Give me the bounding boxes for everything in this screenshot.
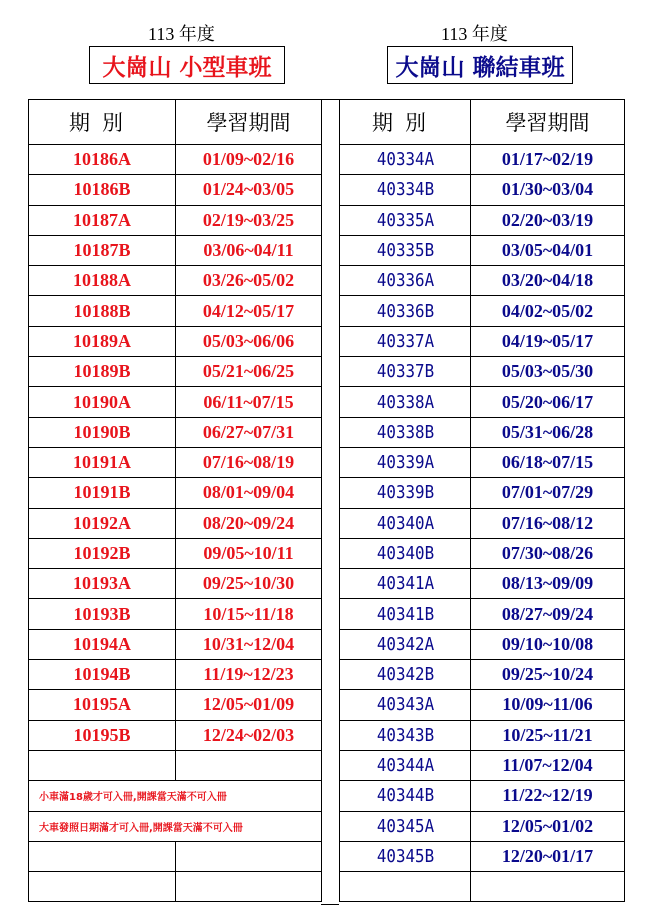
table-row xyxy=(29,387,322,417)
class-dates: 06/27~07/31 xyxy=(176,417,322,447)
class-code: 40341B xyxy=(347,599,462,629)
empty-cell xyxy=(176,841,322,871)
class-dates: 09/25~10/24 xyxy=(471,660,625,690)
class-dates: 10/15~11/18 xyxy=(176,599,322,629)
table-row xyxy=(29,266,322,296)
table-row xyxy=(29,781,322,811)
enrollment-note: 大車發照日期滿才可入冊,開課當天滿不可入冊 xyxy=(29,811,322,841)
empty-cell xyxy=(176,872,322,902)
class-code: 40339B xyxy=(347,478,462,508)
right-title: 大崗山 聯結車班 xyxy=(387,46,573,84)
class-code: 10189A xyxy=(29,326,176,356)
class-code: 10189B xyxy=(29,357,176,387)
empty-cell xyxy=(29,872,176,902)
class-dates: 03/06~04/11 xyxy=(176,235,322,265)
class-dates: 03/05~04/01 xyxy=(471,235,625,265)
table-row xyxy=(340,508,625,538)
class-dates: 09/10~10/08 xyxy=(471,629,625,659)
class-code: 40345A xyxy=(347,811,462,841)
table-row xyxy=(340,599,625,629)
header-dates: 學習期間 xyxy=(471,100,625,145)
class-code: 40342A xyxy=(347,629,462,659)
class-code: 40345B xyxy=(347,841,462,871)
class-dates: 08/13~09/09 xyxy=(471,569,625,599)
class-code: 40340A xyxy=(347,508,462,538)
left-title: 大崗山 小型車班 xyxy=(89,46,285,84)
table-row xyxy=(340,538,625,568)
class-dates: 06/18~07/15 xyxy=(471,447,625,477)
empty-cell xyxy=(340,872,471,902)
table-row xyxy=(340,387,625,417)
table-row xyxy=(29,447,322,477)
class-code: 40336B xyxy=(347,296,462,326)
class-dates: 07/16~08/12 xyxy=(471,508,625,538)
class-dates: 05/20~06/17 xyxy=(471,387,625,417)
class-code: 10190B xyxy=(29,417,176,447)
table-row xyxy=(340,781,625,811)
header-period: 期別 xyxy=(29,100,176,145)
table-row xyxy=(340,720,625,750)
class-dates: 05/03~06/06 xyxy=(176,326,322,356)
class-code: 40337A xyxy=(347,326,462,356)
table-row xyxy=(340,175,625,205)
class-code: 10191A xyxy=(29,447,176,477)
class-code: 40337B xyxy=(347,357,462,387)
class-dates: 03/26~05/02 xyxy=(176,266,322,296)
class-code: 40341A xyxy=(347,569,462,599)
class-dates: 02/19~03/25 xyxy=(176,205,322,235)
class-dates: 07/16~08/19 xyxy=(176,447,322,477)
class-dates: 09/25~10/30 xyxy=(176,569,322,599)
table-row xyxy=(29,811,322,841)
table-row xyxy=(340,447,625,477)
header-row xyxy=(29,100,322,145)
header-row xyxy=(340,100,625,145)
class-code: 40338B xyxy=(347,417,462,447)
table-row xyxy=(340,750,625,780)
class-dates: 11/07~12/04 xyxy=(471,750,625,780)
table-row xyxy=(29,660,322,690)
class-code: 40343B xyxy=(347,720,462,750)
class-code: 40338A xyxy=(347,387,462,417)
class-dates: 10/09~11/06 xyxy=(471,690,625,720)
class-code: 40335A xyxy=(347,205,462,235)
class-dates: 12/05~01/02 xyxy=(471,811,625,841)
table-row xyxy=(29,326,322,356)
class-code: 40343A xyxy=(347,690,462,720)
table-row xyxy=(340,811,625,841)
table-row xyxy=(29,750,322,780)
table-row xyxy=(29,629,322,659)
table-row xyxy=(29,357,322,387)
class-dates: 01/24~03/05 xyxy=(176,175,322,205)
class-code: 10194B xyxy=(29,660,176,690)
table-row xyxy=(340,296,625,326)
class-code: 10195B xyxy=(29,720,176,750)
class-code: 10191B xyxy=(29,478,176,508)
table-row xyxy=(340,266,625,296)
class-code: 10193A xyxy=(29,569,176,599)
class-dates: 05/31~06/28 xyxy=(471,417,625,447)
enrollment-note: 小車滿18歲才可入冊,開課當天滿不可入冊 xyxy=(29,781,322,811)
class-dates: 04/19~05/17 xyxy=(471,326,625,356)
table-row xyxy=(29,690,322,720)
table-row xyxy=(340,841,625,871)
class-dates: 10/31~12/04 xyxy=(176,629,322,659)
class-dates: 08/27~09/24 xyxy=(471,599,625,629)
left-year: 113 年度 xyxy=(148,24,215,44)
table-row xyxy=(340,205,625,235)
class-code: 40340B xyxy=(347,538,462,568)
table-row xyxy=(340,235,625,265)
table-row xyxy=(340,629,625,659)
table-row xyxy=(29,508,322,538)
class-code: 40339A xyxy=(347,447,462,477)
class-dates: 05/21~06/25 xyxy=(176,357,322,387)
table-row xyxy=(340,872,625,902)
table-row xyxy=(340,690,625,720)
table-row xyxy=(340,569,625,599)
class-dates: 07/30~08/26 xyxy=(471,538,625,568)
table-row xyxy=(29,569,322,599)
class-dates: 03/20~04/18 xyxy=(471,266,625,296)
table-row xyxy=(29,417,322,447)
class-code: 40342B xyxy=(347,660,462,690)
class-code: 10192B xyxy=(29,538,176,568)
class-dates: 12/05~01/09 xyxy=(176,690,322,720)
class-dates: 01/09~02/16 xyxy=(176,145,322,175)
class-code: 40334A xyxy=(347,145,462,175)
class-dates: 08/01~09/04 xyxy=(176,478,322,508)
table-row xyxy=(29,478,322,508)
class-code: 10188A xyxy=(29,266,176,296)
class-dates: 10/25~11/21 xyxy=(471,720,625,750)
table-row xyxy=(340,660,625,690)
class-code: 40344A xyxy=(347,750,462,780)
class-dates: 07/01~07/29 xyxy=(471,478,625,508)
class-dates: 04/02~05/02 xyxy=(471,296,625,326)
table-row xyxy=(29,599,322,629)
class-dates: 12/20~01/17 xyxy=(471,841,625,871)
class-code: 10194A xyxy=(29,629,176,659)
table-row xyxy=(340,326,625,356)
class-code: 10188B xyxy=(29,296,176,326)
table-row xyxy=(29,720,322,750)
class-code: 10186B xyxy=(29,175,176,205)
table-row xyxy=(29,841,322,871)
table-row xyxy=(340,417,625,447)
class-dates: 05/03~05/30 xyxy=(471,357,625,387)
class-code: 40334B xyxy=(347,175,462,205)
header-dates: 學習期間 xyxy=(176,100,322,145)
class-code: 10187B xyxy=(29,235,176,265)
class-dates: 01/30~03/04 xyxy=(471,175,625,205)
class-dates: 06/11~07/15 xyxy=(176,387,322,417)
class-dates: 12/24~02/03 xyxy=(176,720,322,750)
empty-cell xyxy=(471,872,625,902)
table-row xyxy=(340,478,625,508)
class-code: 40344B xyxy=(347,781,462,811)
table-row xyxy=(29,296,322,326)
table-row xyxy=(29,145,322,175)
empty-cell xyxy=(176,750,322,780)
class-dates: 09/05~10/11 xyxy=(176,538,322,568)
class-dates: 11/19~12/23 xyxy=(176,660,322,690)
small-car-schedule-table xyxy=(28,99,322,902)
class-code: 10192A xyxy=(29,508,176,538)
class-dates: 11/22~12/19 xyxy=(471,781,625,811)
table-row xyxy=(29,872,322,902)
class-code: 10190A xyxy=(29,387,176,417)
table-row xyxy=(340,357,625,387)
class-code: 40335B xyxy=(347,235,462,265)
class-dates: 04/12~05/17 xyxy=(176,296,322,326)
table-separator xyxy=(321,99,339,905)
class-dates: 01/17~02/19 xyxy=(471,145,625,175)
class-code: 10187A xyxy=(29,205,176,235)
right-year: 113 年度 xyxy=(441,24,508,44)
trailer-schedule-table xyxy=(339,99,625,902)
empty-cell xyxy=(29,841,176,871)
table-row xyxy=(29,175,322,205)
class-dates: 02/20~03/19 xyxy=(471,205,625,235)
table-row xyxy=(29,235,322,265)
header-period: 期別 xyxy=(340,100,471,145)
class-dates: 08/20~09/24 xyxy=(176,508,322,538)
class-code: 10186A xyxy=(29,145,176,175)
class-code: 10193B xyxy=(29,599,176,629)
class-code: 10195A xyxy=(29,690,176,720)
table-row xyxy=(29,538,322,568)
table-row xyxy=(29,205,322,235)
class-code: 40336A xyxy=(347,266,462,296)
empty-cell xyxy=(29,750,176,780)
table-row xyxy=(340,145,625,175)
